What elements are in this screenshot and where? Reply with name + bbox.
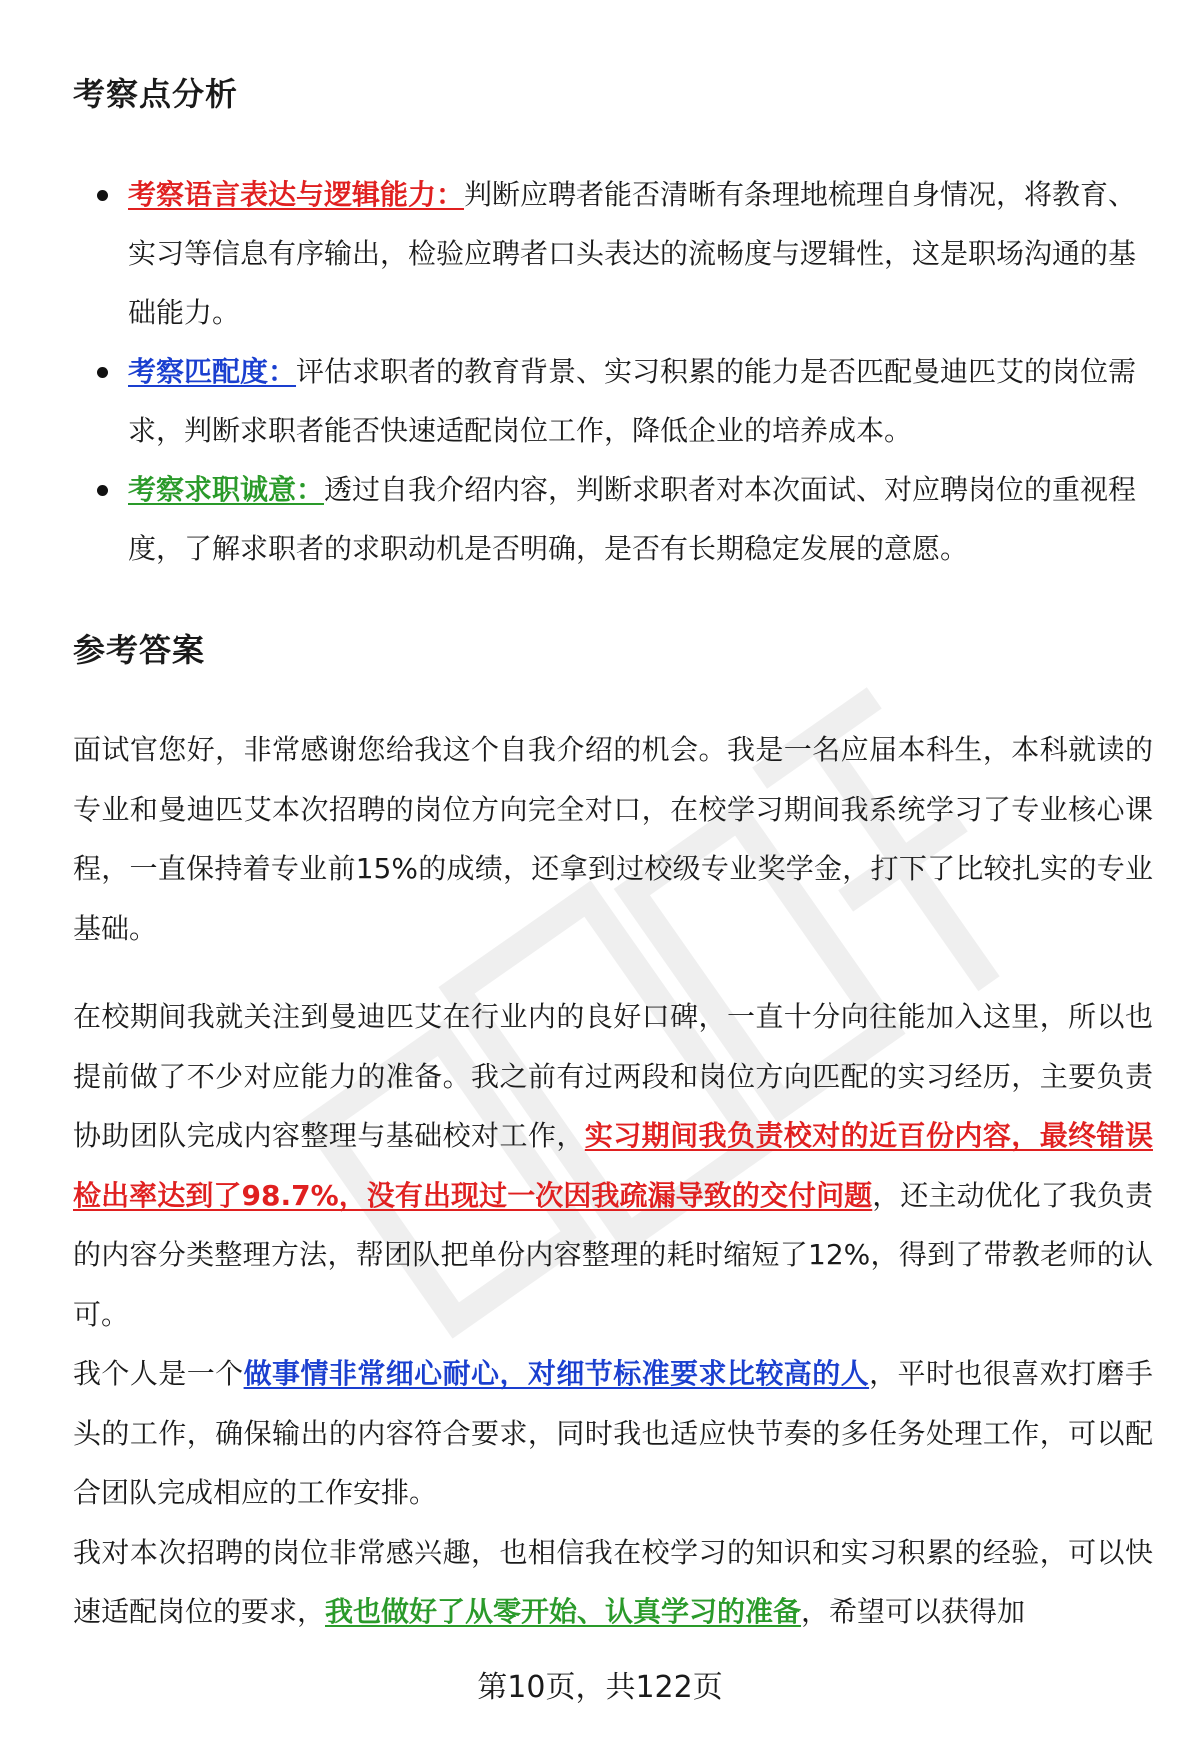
- answer-highlight-red: 实习期间我负责校对的近百份内容，最终错误检出率达到了98.7%，没有出现过一次因我疏漏导致的交付问题: [73, 1119, 1153, 1212]
- answer-paragraph-intro: 面试官您好，非常感谢您给我这个自我介绍的机会。我是一名应届本科生，本科就读的专业和曼迪匹艾本次招聘的岗位方向完全对口，在校学习期间我系统学习了专业核心课程，一直保持着专业前15%的成绩，还拿到过校级专业奖学金，打下了比较扎实的专业基础。: [73, 733, 1153, 945]
- bullet-icon: [97, 190, 108, 201]
- answer-text: 我个人是一个: [73, 1357, 244, 1390]
- analysis-text: 透过自我介绍内容，判断求职者对本次面试、对应聘岗位的重视程度，了解求职者的求职动机是否明确，是否有长期稳定发展的意愿。: [128, 473, 1137, 565]
- analysis-list: [73, 165, 1153, 578]
- answer-text: ，希望可以获得加: [801, 1595, 1026, 1628]
- answer-text: ，平时也很喜欢打磨手头的工作，确保输出的内容符合要求，同时我也适应快节奏的多任务处理工作，可以配合团队完成相应的工作安排。: [73, 1357, 1153, 1509]
- analysis-item-language: [73, 165, 1153, 342]
- answer-paragraph-internship: [73, 987, 1153, 1344]
- answer-text: 在校期间我就关注到曼迪匹艾在行业内的良好口碑，一直十分向往能加入这里，所以也提前做了不少对应能力的准备。我之前有过两段和岗位方向匹配的实习经历，主要负责协助团队完成内容整理与基础校对工作，: [73, 1000, 1153, 1152]
- bullet-icon: [97, 485, 108, 496]
- page-number: 第10页，共122页: [477, 1670, 723, 1705]
- answer-highlight-green: 我也做好了从零开始、认真学习的准备: [325, 1595, 802, 1628]
- analysis-lead: 考察求职诚意：: [128, 473, 325, 506]
- section-title-analysis: 考察点分析: [73, 75, 239, 113]
- analysis-item-sincerity: [73, 460, 1153, 578]
- answer-paragraph-personality: [73, 1344, 1153, 1523]
- answer-body: [73, 720, 1153, 1642]
- answer-text: 我对本次招聘的岗位非常感兴趣，也相信我在校学习的知识和实习积累的经验，可以快速适配岗位的要求，: [73, 1535, 1153, 1628]
- answer-highlight-blue: 做事情非常细心耐心，对细节标准要求比较高的人: [243, 1357, 870, 1390]
- answer-paragraph-motivation: [73, 1523, 1153, 1642]
- bullet-icon: [97, 367, 108, 378]
- analysis-lead: 考察语言表达与逻辑能力：: [128, 178, 465, 211]
- analysis-item-match: [73, 342, 1153, 460]
- analysis-lead: 考察匹配度：: [128, 355, 297, 388]
- answer-text: ，还主动优化了我负责的内容分类整理方法，帮团队把单份内容整理的耗时缩短了12%，得到了带教老师的认可。: [73, 1178, 1153, 1331]
- analysis-text: 判断应聘者能否清晰有条理地梳理自身情况，将教育、实习等信息有序输出，检验应聘者口头表达的流畅度与逻辑性，这是职场沟通的基础能力。: [128, 178, 1137, 329]
- section-title-answer: 参考答案: [73, 631, 206, 669]
- analysis-text: 评估求职者的教育背景、实习积累的能力是否匹配曼迪匹艾的岗位需求，判断求职者能否快速适配岗位工作，降低企业的培养成本。: [128, 355, 1137, 447]
